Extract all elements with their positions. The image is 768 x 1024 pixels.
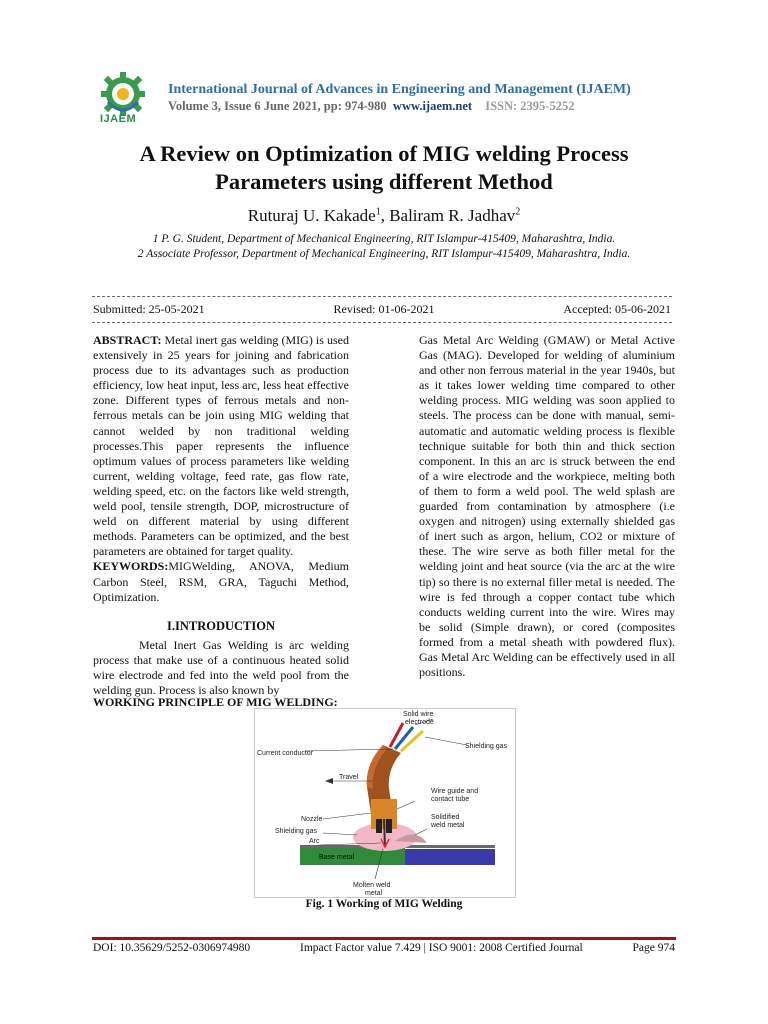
footer-impact: Impact Factor value 7.429 | ISO 9001: 2008 Certified Journal — [299, 942, 583, 954]
label-molten-weld: Molten weld — [353, 882, 391, 889]
label-solidified: Solidified — [431, 814, 460, 821]
label-base-metal: Base metal — [319, 854, 355, 861]
title-line-2: Parameters using different Method — [215, 169, 553, 194]
accepted-date: Accepted: 05-06-2021 — [563, 302, 671, 316]
label-weld-metal: weld metal — [431, 822, 465, 829]
label-current-conductor: Current conductor — [257, 750, 314, 757]
keywords-label: KEYWORDS: — [93, 559, 169, 574]
journal-issue-info — [168, 99, 574, 114]
author-1: Ruturaj U. Kakade — [247, 206, 376, 225]
author-list — [60, 206, 708, 226]
journal-url[interactable]: www.ijaem.net — [392, 99, 473, 113]
divider-top — [92, 296, 672, 297]
dates-row — [93, 302, 671, 317]
journal-name: International Journal of Advances in Engineering and Management (IJAEM) — [168, 82, 631, 97]
author-sep: , — [380, 206, 390, 225]
journal-issn: ISSN: 2395-5252 — [485, 99, 575, 113]
working-principle-heading: WORKING PRINCIPLE OF MIG WELDING: — [93, 695, 338, 709]
footer — [93, 942, 675, 954]
keywords — [93, 559, 349, 604]
keywords-text: MIGWelding, ANOVA, Medium Carbon Steel, RSM, GRA, Taguchi Method, Optimization. — [93, 559, 349, 604]
label-electrode: electrode — [405, 719, 434, 726]
paper-title — [60, 140, 708, 196]
figure-caption: Fig. 1 Working of MIG Welding — [305, 898, 463, 910]
introduction-para-right: Gas Metal Arc Welding (GMAW) or Metal Active Gas (MAG). Developed for welding of aluminium and other non ferrous material in the year 1940s, but as it takes lower welding time compared to other welding process. MIG welding was soon applied to steels. The process can be done with manual, semi-automatic and automatic welding process is flexible technique suitable for both thin and thick section component. In this an arc is struck between the end of a wire electrode and the workpiece, melting both of them to form a weld pool. The weld splash are guarded from contamination by atmosphere (i.e oxygen and nitrogen) using externally shielded gas of inert such as argon, helium, CO2 or mixture of these. The wire serve as both filler metal for the welding joint and heat source (via the arc at the wire tip) so there is no external filler metal is needed. The wire is fed through a copper contact tube which conducts welding current into the wire. Wires may be solid (Simple drawn), or cored (composites formed from a metal sheath with powdered flux). Gas Metal Arc Welding can be effectively used in all positions. — [419, 333, 675, 680]
issue-info: Volume 3, Issue 6 June 2021, pp: 974-980 — [168, 99, 387, 113]
label-solid-wire: Solid wire — [403, 711, 434, 718]
label-shielding-gas-left: Shielding gas — [275, 828, 318, 835]
label-wire-guide: Wire guide and — [431, 788, 479, 795]
abstract-label: ABSTRACT: — [93, 333, 162, 347]
introduction-heading: I.INTRODUCTION — [166, 618, 275, 633]
author-1-sup: 1 — [375, 206, 381, 218]
label-nozzle: Nozzle — [301, 816, 323, 823]
affiliation-1: 1 P. G. Student, Department of Mechanical Engineering, RIT Islampur-415409, Maharashtra, India. — [152, 233, 616, 245]
base-metal-plate-right — [405, 849, 495, 865]
logo-wordmark: IJAEM — [100, 113, 137, 125]
right-column — [419, 333, 675, 680]
footer-doi[interactable]: DOI: 10.35629/5252-0306974980 — [93, 942, 251, 954]
abstract-text: Metal inert gas welding (MIG) is used extensively in 25 years for joining and fabrication process due to its advantages such as production efficiency, low heat input, less arc, less heat effective zone. Different types of ferrous metals and non-ferrous metals can be join using MIG welding that cannot welded by non traditional welding processes.This paper represents the influence optimum values of process parameters like welding current, welding voltage, feed rate, gas flow rate, welding speed, etc. on the factors like weld strength, weld pool, tensile strength, DOP, microstructure of weld on different material by using different methods. Parameters can be optimized, and the best parameters are obtained for target quality. — [93, 333, 349, 559]
label-contact-tube: contact tube — [431, 796, 470, 803]
affiliation-2: 2 Associate Professor, Department of Mechanical Engineering, RIT Islampur-415409, Maharashtra, India. — [137, 248, 631, 260]
author-2: Baliram R. Jadhav — [389, 206, 516, 225]
label-shielding-gas-top: Shielding gas — [465, 743, 508, 750]
divider-bottom — [92, 322, 672, 323]
wire-electrode — [384, 819, 385, 847]
revised-date: Revised: 01-06-2021 — [333, 302, 435, 316]
footer-rule — [92, 937, 676, 940]
submitted-date: Submitted: 25-05-2021 — [93, 302, 205, 316]
author-2-sup: 2 — [515, 206, 521, 218]
introduction-para-left: Metal Inert Gas Welding is arc welding process that make use of a continuous heated solid wire electrode and fed into the weld pool from the welding gun. Process is also known by — [93, 637, 349, 698]
label-metal: metal — [365, 890, 383, 897]
left-column — [93, 333, 349, 698]
mig-welding-figure — [254, 708, 516, 898]
label-arc: Arc — [309, 838, 320, 845]
title-line-1: A Review on Optimization of MIG welding Process — [139, 141, 629, 166]
footer-page: Page 974 — [632, 942, 675, 954]
abstract — [93, 333, 349, 559]
label-travel: Travel — [339, 774, 359, 781]
